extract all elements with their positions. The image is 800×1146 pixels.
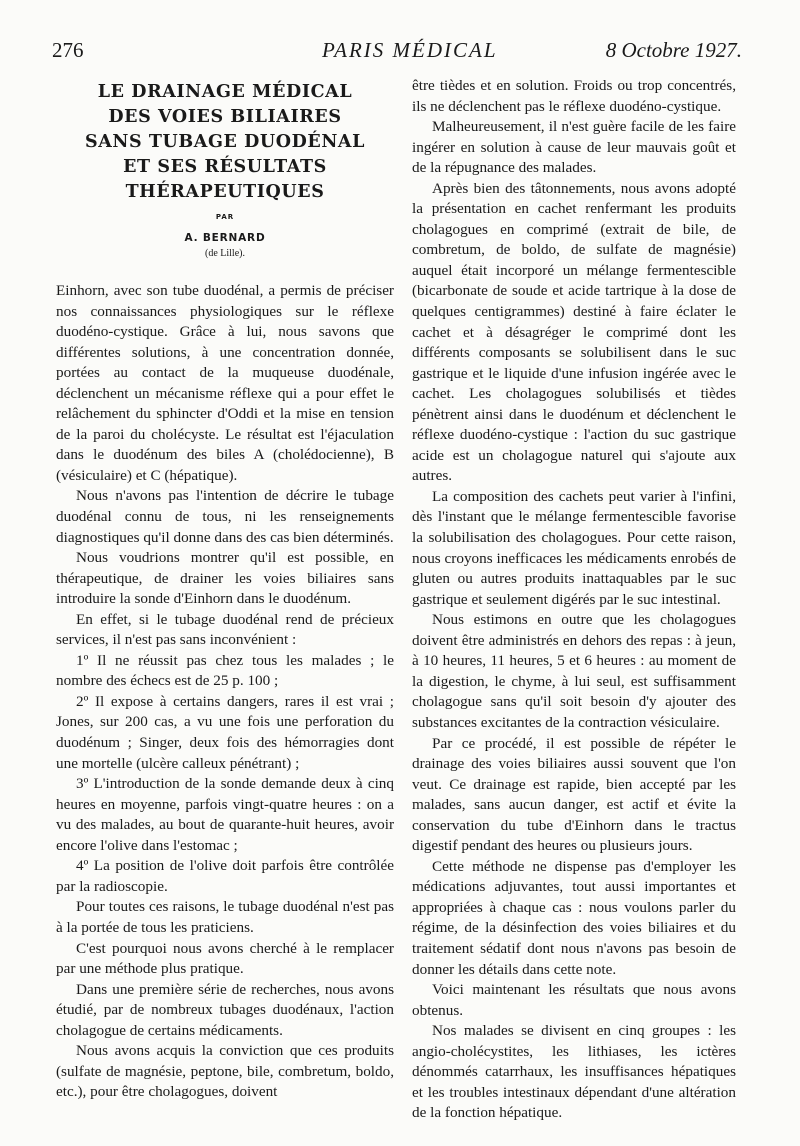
paragraph: Malheureusement, il n'est guère facile de les faire ingérer en solution à cause de leur mauvais goût et de la répugnance des malades. (412, 118, 736, 177)
left-column (56, 76, 394, 1103)
paragraph: Nous avons acquis la conviction que ces produits (sulfate de magnésie, peptone, bile, combretum, boldo, etc.), pour être cholagogues, doivent (56, 1042, 394, 1101)
article-title (56, 80, 394, 205)
paragraph: Nous n'avons pas l'intention de décrire le tubage duodénal connu de tous, ni les renseignements diagnostiques qu'il donne dans des cas bien déterminés. (56, 487, 394, 546)
paragraph: Einhorn, avec son tube duodénal, a permis de préciser nos connaissances physiologiques sur le réflexe duodéno-cystique. Grâce à lui, nous savons que différentes solutions, à une concentration donnée, portées au contact de la muqueuse duodénale, déclenchent un mécanisme réflexe qui a pour effet le relâchement du sphincter d'Oddi et la mise en tension de la paroi du cholécyste. Le résultat est l'éjaculation dans le duodénum des biles A (cholédocienne), B (vésiculaire) et C (hépatique). (56, 282, 394, 484)
paragraph: Nous estimons en outre que les cholagogues doivent être administrés en dehors des repas : à jeun, à 10 heures, 11 heures, 5 et 6 heures : au moment de la digestion, le chyme, à lui seul, est suffisamment cholagogue sans qu'il soit besoin d'y ajouter des substances excitantes de la contraction vésiculaire. (412, 611, 736, 731)
paragraph: 1º Il ne réussit pas chez tous les malades ; le nombre des échecs est de 25 p. 100 ; (56, 651, 394, 690)
title-line: SANS TUBAGE DUODÉNAL (84, 132, 366, 152)
paragraph: Nous voudrions montrer qu'il est possible, en thérapeutique, de drainer les voies biliaires sans introduire la sonde d'Einhorn dans le duodénum. (56, 549, 394, 608)
paragraph: 2º Il expose à certains dangers, rares il est vrai ; Jones, sur 200 cas, a vu une fois une perforation du duodénum ; Singer, deux fois des hémorragies dont une mortelle (ulcère calleux pénétrant) ; (56, 692, 394, 772)
byline-par: PAR (215, 213, 235, 221)
paragraph: 4º La position de l'olive doit parfois être contrôlée par la radioscopie. (56, 857, 394, 895)
running-header (52, 38, 742, 70)
paragraph: Voici maintenant les résultats que nous avons obtenus. (412, 981, 736, 1019)
right-column (412, 76, 736, 1124)
paragraph: Dans une première série de recherches, nous avons étudié, par de nombreux tubages duodénaux, l'action cholagogue de certains médicaments. (56, 980, 394, 1039)
paragraph: La composition des cachets peut varier à l'infini, dès l'instant que le mélange fermentescible favorise la solubilisation des cholagogues. Pour cette raison, nous croyons inefficaces les médicaments enrobés de gluten ou autres produits inattaquables par le suc gastrique et seulement digérés par le suc intestinal. (412, 487, 736, 608)
paragraph: Après bien des tâtonnements, nous avons adopté la présentation en cachet renfermant les produits cholagogues en comprimé (extrait de bile, de combretum, de boldo, de sulfate de magnésie) auquel était incorporé un mélange fermentescible (bicarbonate de soude et acide tartrique à la dose de quelques centigrammes) destiné à faire éclater le cachet et à désagréger le comprimé dont les différents composants se solubilisent dans le suc gastrique et le liquide d'une infusion ingérée avec le cachet. Les cholagogues solubilisés et tièdes pénètrent ainsi dans le duodénum et déclenchent le réflexe duodéno-cystique : l'action du suc gastrique acide est un cholagogue naturel qui s'ajoute aux autres. (412, 179, 736, 485)
paragraph: Nos malades se divisent en cinq groupes : les angio-cholécystites, les lithiases, les ictères dénommés catarrhaux, les insuffisances hépatiques et les troubles intestinaux dépendant d'une altération de la fonction hépatique. (412, 1022, 736, 1122)
paragraph: Pour toutes ces raisons, le tubage duodénal n'est pas à la portée de tous les praticiens. (56, 898, 394, 936)
title-line: LE DRAINAGE MÉDICAL (97, 82, 353, 102)
paragraph: En effet, si le tubage duodénal rend de précieux services, il n'est pas sans inconvénient : (56, 610, 394, 649)
paragraph: être tièdes et en solution. Froids ou trop concentrés, ils ne déclenchent pas le réflexe duodéno-cystique. (412, 77, 736, 115)
author-affiliation: (de Lille). (205, 248, 245, 259)
page-number: 276 (52, 38, 84, 62)
paragraph: 3º L'introduction de la sonde demande deux à cinq heures en moyenne, parfois vingt-quatre heures : on a vu des malades, au bout de quarante-huit heures, avoir encore l'olive dans l'estomac ; (56, 775, 394, 854)
paragraph: C'est pourquoi nous avons cherché à le remplacer par une méthode plus pratique. (56, 939, 394, 978)
paragraph: Par ce procédé, il est possible de répéter le drainage des voies biliaires aussi souvent que l'on veut. Ce drainage est rapide, bien accepté par les malades, sans aucun danger, est actif et évite la conservation du tube d'Einhorn dans le tractus digestif pendant des heures ou plusieurs jours. (412, 734, 736, 855)
journal-title: PARIS MÉDICAL (322, 38, 498, 62)
issue-date: 8 Octobre 1927. (605, 38, 742, 62)
title-line: ET SES RÉSULTATS (123, 157, 327, 177)
author-name: A. BERNARD (184, 232, 266, 244)
paragraph: Cette méthode ne dispense pas d'employer les médications adjuvantes, tout aussi importantes et appropriées à chaque cas : nous voulons parler du régime, de la désinfection des voies biliaires et du traitement sédatif dont nous n'avons pas besoin de donner les détails dans cette note. (412, 857, 736, 978)
title-line: DES VOIES BILIAIRES (108, 107, 342, 127)
title-line: THÉRAPEUTIQUES (125, 182, 325, 202)
